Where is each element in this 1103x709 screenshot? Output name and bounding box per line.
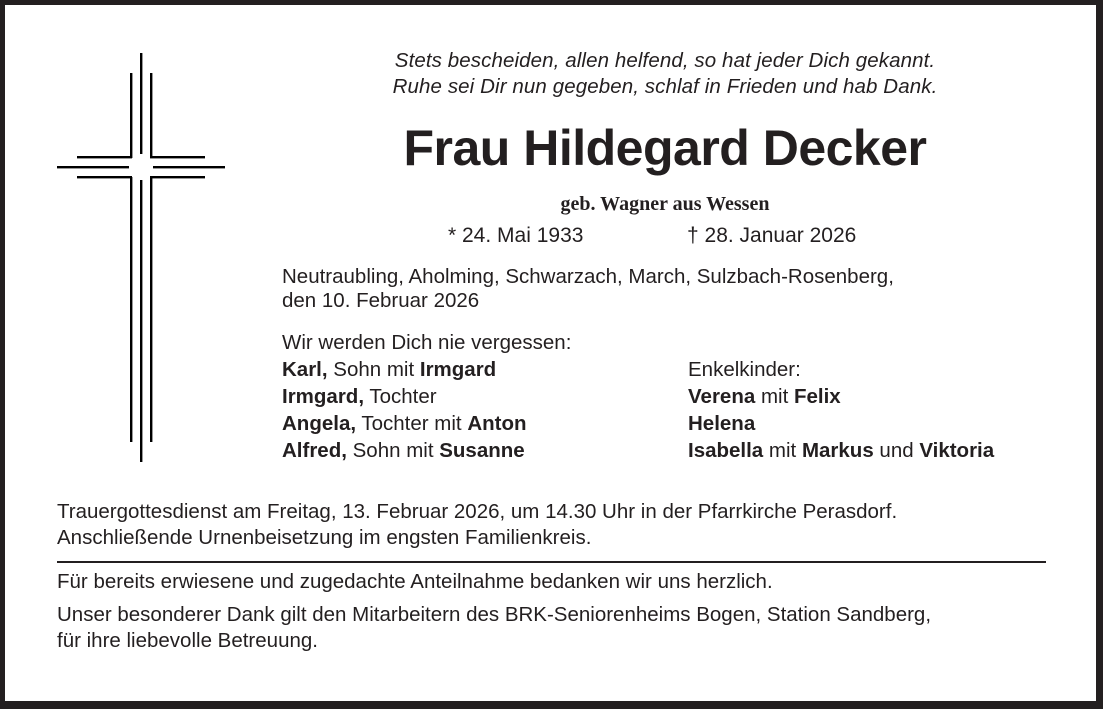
child-relation: Tochter mit	[356, 412, 468, 435]
divider-rule	[57, 561, 1046, 563]
child-partner: Susanne	[439, 439, 525, 462]
grandchild-row	[688, 384, 841, 410]
connector: mit	[755, 385, 794, 408]
grandchild-partner: Felix	[793, 385, 841, 408]
maiden-name: geb. Wagner aus Wessen	[560, 193, 770, 215]
child-relation: Tochter	[364, 385, 437, 408]
quote-line-1: Stets bescheiden, allen helfend, so hat jeder Dich gekannt.	[394, 49, 936, 72]
child-row	[282, 357, 496, 383]
grandchildren-label: Enkelkinder:	[688, 358, 801, 381]
service-line-2: Anschließende Urnenbeisetzung im engsten Familienkreis.	[57, 526, 592, 549]
child-name: Angela,	[282, 412, 357, 435]
thanks-line-3: für ihre liebevolle Betreuung.	[57, 629, 318, 652]
places-line-1: Neutraubling, Aholming, Schwarzach, March, Sulzbach-Rosenberg,	[282, 265, 894, 288]
mourners-intro: Wir werden Dich nie vergessen:	[282, 331, 572, 354]
grandchild-child: Viktoria	[919, 439, 995, 462]
child-relation: Sohn mit	[327, 358, 420, 381]
grandchild-row	[688, 438, 994, 464]
connector: und	[873, 439, 920, 462]
grandchild-name: Isabella	[688, 439, 764, 462]
grandchild-row	[688, 411, 755, 437]
connector: mit	[763, 439, 802, 462]
death-date: † 28. Januar 2026	[687, 224, 857, 247]
child-row	[282, 384, 437, 410]
service-line-1: Trauergottesdienst am Freitag, 13. Februar 2026, um 14.30 Uhr in der Pfarrkirche Perasdorf.	[57, 500, 898, 523]
thanks-line-1: Für bereits erwiesene und zugedachte Anteilnahme bedanken wir uns herzlich.	[57, 570, 773, 593]
quote-line-2: Ruhe sei Dir nun gegeben, schlaf in Frieden und hab Dank.	[392, 75, 938, 98]
child-name: Alfred,	[282, 439, 347, 462]
grandchild-name: Helena	[688, 412, 756, 435]
child-name: Irmgard,	[282, 385, 365, 408]
child-row	[282, 438, 525, 464]
child-name: Karl,	[282, 358, 328, 381]
child-partner: Irmgard	[419, 358, 497, 381]
child-relation: Sohn mit	[346, 439, 440, 462]
grandchild-name: Verena	[688, 385, 756, 408]
places-line-2: den 10. Februar 2026	[282, 289, 480, 312]
thanks-line-2: Unser besonderer Dank gilt den Mitarbeitern des BRK-Seniorenheims Bogen, Station Sandberg,	[57, 603, 932, 626]
child-partner: Anton	[467, 412, 527, 435]
child-row	[282, 411, 527, 437]
grandchild-partner: Markus	[801, 439, 874, 462]
deceased-name: Frau Hildegard Decker	[403, 120, 927, 176]
birth-date: * 24. Mai 1933	[448, 224, 584, 247]
